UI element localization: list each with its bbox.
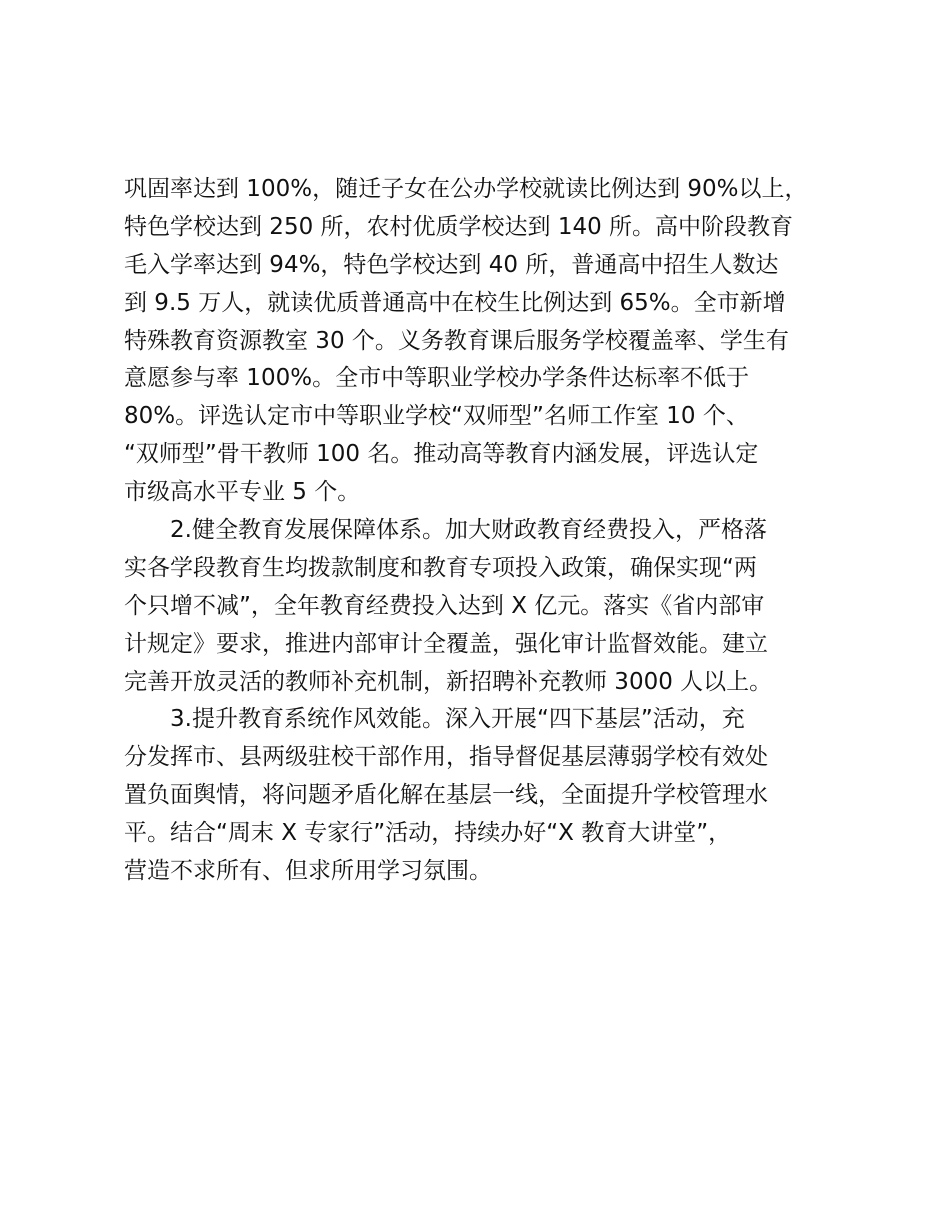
text-line: 平。结合“周末 X 专家行”活动，持续办好“X 教育大讲堂”， xyxy=(124,820,732,847)
text-line: 个只增不减”，全年教育经费投入达到 X 亿元。落实《省内部审 xyxy=(124,592,765,619)
text-line: “双师型”骨干教师 100 名。推动高等教育内涵发展，评选认定 xyxy=(124,441,759,468)
text-line: 巩固率达到 100%，随迁子女在公办学校就读比例达到 90%以上， xyxy=(124,176,808,202)
text-line: 实各学段教育生均拨款制度和教育专项投入政策，确保实现“两 xyxy=(124,554,757,581)
text-line: 80%。评选认定市中等职业学校“双师型”名师工作室 10 个、 xyxy=(124,403,749,430)
text-line: 毛入学率达到 94%，特色学校达到 40 所，普通高中招生人数达 xyxy=(124,251,779,278)
text-line: 计规定》要求，推进内部审计全覆盖，强化审计监督效能。建立 xyxy=(124,630,768,657)
text-line: 分发挥市、县两级驻校干部作用，指导督促基层薄弱学校有效处 xyxy=(124,744,768,771)
text-line: 特殊教育资源教室 30 个。义务教育课后服务学校覆盖率、学生有 xyxy=(124,327,789,354)
text-line: 特色学校达到 250 所，农村优质学校达到 140 所。高中阶段教育 xyxy=(124,213,794,240)
text-line: 营造不求所有、但求所用学习氛围。 xyxy=(124,858,492,885)
text-line: 到 9.5 万人，就读优质普通高中在校生比例达到 65%。全市新增 xyxy=(124,289,786,316)
text-line: 意愿参与率 100%。全市中等职业学校办学条件达标率不低于 xyxy=(124,365,750,392)
paragraph-3-first-line: 3.提升教育系统作风效能。深入开展“四下基层”活动，充 xyxy=(170,706,745,733)
text-line: 完善开放灵活的教师补充机制，新招聘补充教师 3000 人以上。 xyxy=(124,668,773,695)
paragraph-2-first-line: 2.健全教育发展保障体系。加大财政教育经费投入，严格落 xyxy=(170,517,767,544)
text-line: 市级高水平专业 5 个。 xyxy=(124,479,361,506)
body-text xyxy=(124,171,844,891)
text-line: 置负面舆情，将问题矛盾化解在基层一线，全面提升学校管理水 xyxy=(124,782,768,809)
